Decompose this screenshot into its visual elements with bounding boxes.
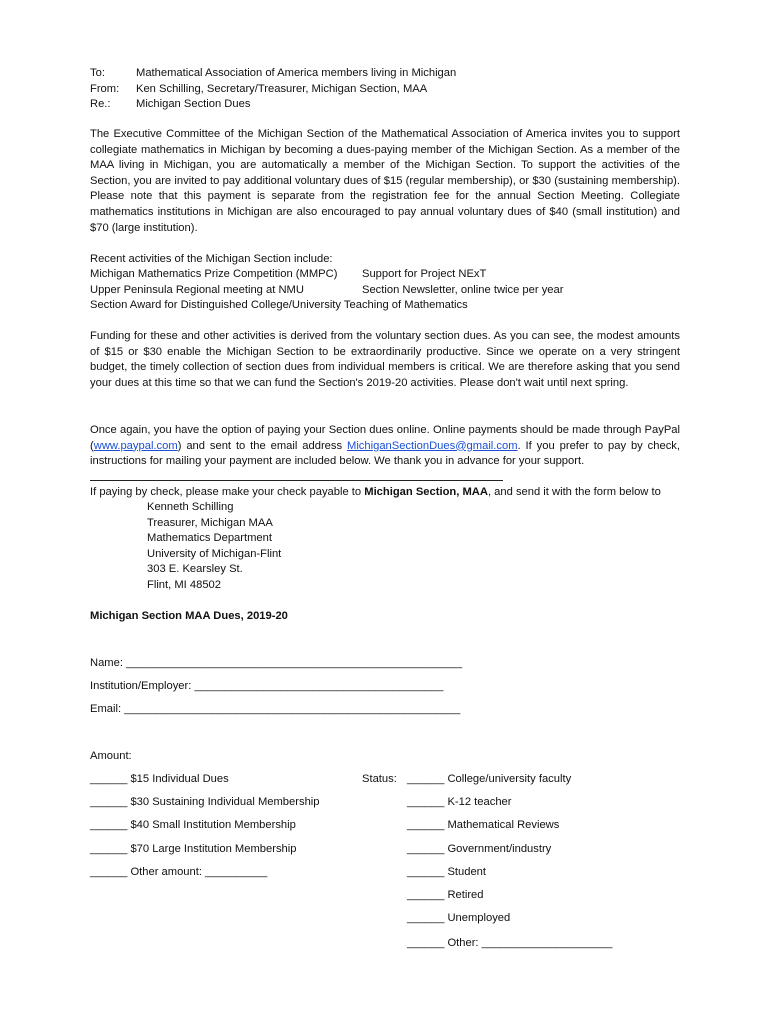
status-option-retired[interactable]: ______ Retired	[407, 889, 484, 901]
check-text-before: If paying by check, please make your check payable to	[90, 486, 365, 498]
memo-re-value: Michigan Section Dues	[136, 98, 251, 110]
amount-option-15[interactable]: ______ $15 Individual Dues	[90, 773, 229, 785]
status-option-other[interactable]: ______ Other: _____________________	[407, 937, 613, 949]
amount-option-40[interactable]: ______ $40 Small Institution Membership	[90, 819, 296, 831]
check-instructions	[90, 485, 661, 501]
address-line-university: University of Michigan-Flint	[147, 548, 282, 560]
activity-item-next: Support for Project NExT	[362, 268, 487, 280]
email-field[interactable]: Email: ______________________________________________________	[90, 703, 461, 715]
activity-item-teaching-award: Section Award for Distinguished College/University Teaching of Mathematics	[90, 299, 468, 311]
memo-from-value: Ken Schilling, Secretary/Treasurer, Michigan Section, MAA	[136, 83, 428, 95]
form-title: Michigan Section MAA Dues, 2019-20	[90, 610, 288, 622]
institution-field[interactable]: Institution/Employer: ________________________________________	[90, 680, 444, 692]
memo-to-value: Mathematical Association of America members living in Michigan	[136, 67, 457, 79]
check-payee: Michigan Section, MAA	[364, 486, 488, 498]
memo-to-label: To:	[90, 67, 105, 79]
name-field[interactable]: Name: ______________________________________________________	[90, 657, 463, 669]
status-option-faculty[interactable]: ______ College/university faculty	[407, 773, 572, 785]
status-option-government[interactable]: ______ Government/industry	[407, 843, 552, 855]
amount-option-other[interactable]: ______ Other amount: __________	[90, 866, 268, 878]
funding-paragraph: Funding for these and other activities is derived from the voluntary section dues. As you can see, the modest amounts of $15 or $30 enable the Michigan Section to be extraordinarily productive. Since we operate on a very stringent budget, the timely collection of section dues from individual members is critical. We are therefore asking that you send your dues at this time so that we can fund the Section's 2019-20 activities. Please don't wait until next spring.	[90, 330, 680, 389]
amount-option-30[interactable]: ______ $30 Sustaining Individual Membership	[90, 796, 320, 808]
memo-from-label: From:	[90, 83, 120, 95]
address-line-street: 303 E. Kearsley St.	[147, 563, 243, 575]
online-text-3: . If you prefer to pay by check, instructions for mailing your payment are included below. We thank you in advance for your support.	[90, 439, 680, 468]
email-link[interactable]: MichiganSectionDues@gmail.com	[347, 439, 518, 452]
paypal-link[interactable]: www.paypal.com	[93, 439, 178, 452]
online-text-2: ) and sent to the email address	[177, 439, 347, 452]
memo-re-label: Re.:	[90, 98, 111, 110]
status-option-unemployed[interactable]: ______ Unemployed	[407, 912, 511, 924]
activity-item-up-meeting: Upper Peninsula Regional meeting at NMU	[90, 284, 304, 296]
status-option-k12[interactable]: ______ K-12 teacher	[407, 796, 512, 808]
section-divider	[90, 480, 503, 481]
status-option-math-reviews[interactable]: ______ Mathematical Reviews	[407, 819, 560, 831]
amount-label: Amount:	[90, 750, 132, 762]
address-line-name: Kenneth Schilling	[147, 501, 234, 513]
intro-paragraph: The Executive Committee of the Michigan Section of the Mathematical Association of America invites you to support collegiate mathematics in Michigan by becoming a dues-paying member of the Michigan Section. As a member of the MAA living in Michigan, you are automatically a member of the Michigan Section. To support the activities of the Section, you are invited to pay additional voluntary dues of $15 (regular membership), or $30 (sustaining membership). Please note that this payment is separate from the registration fee for the annual Section Meeting. Collegiate mathematics institutions in Michigan are also encouraged to pay annual voluntary dues of $40 (small institution) and $70 (large institution).	[90, 128, 680, 234]
address-line-department: Mathematics Department	[147, 532, 272, 544]
activity-item-mmpc: Michigan Mathematics Prize Competition (MMPC)	[90, 268, 338, 280]
activities-heading: Recent activities of the Michigan Section include:	[90, 253, 333, 265]
online-text-1: Once again, you have the option of paying your Section dues online. Online payments should be made through PayPal (	[90, 424, 680, 452]
status-option-student[interactable]: ______ Student	[407, 866, 487, 878]
check-text-after: , and send it with the form below to	[487, 486, 661, 498]
status-label: Status:	[362, 773, 397, 785]
online-payment-paragraph	[90, 423, 680, 470]
address-line-city: Flint, MI 48502	[147, 579, 221, 591]
address-line-title: Treasurer, Michigan MAA	[147, 517, 273, 529]
amount-option-70[interactable]: ______ $70 Large Institution Membership	[90, 843, 297, 855]
activity-item-newsletter: Section Newsletter, online twice per year	[362, 284, 564, 296]
